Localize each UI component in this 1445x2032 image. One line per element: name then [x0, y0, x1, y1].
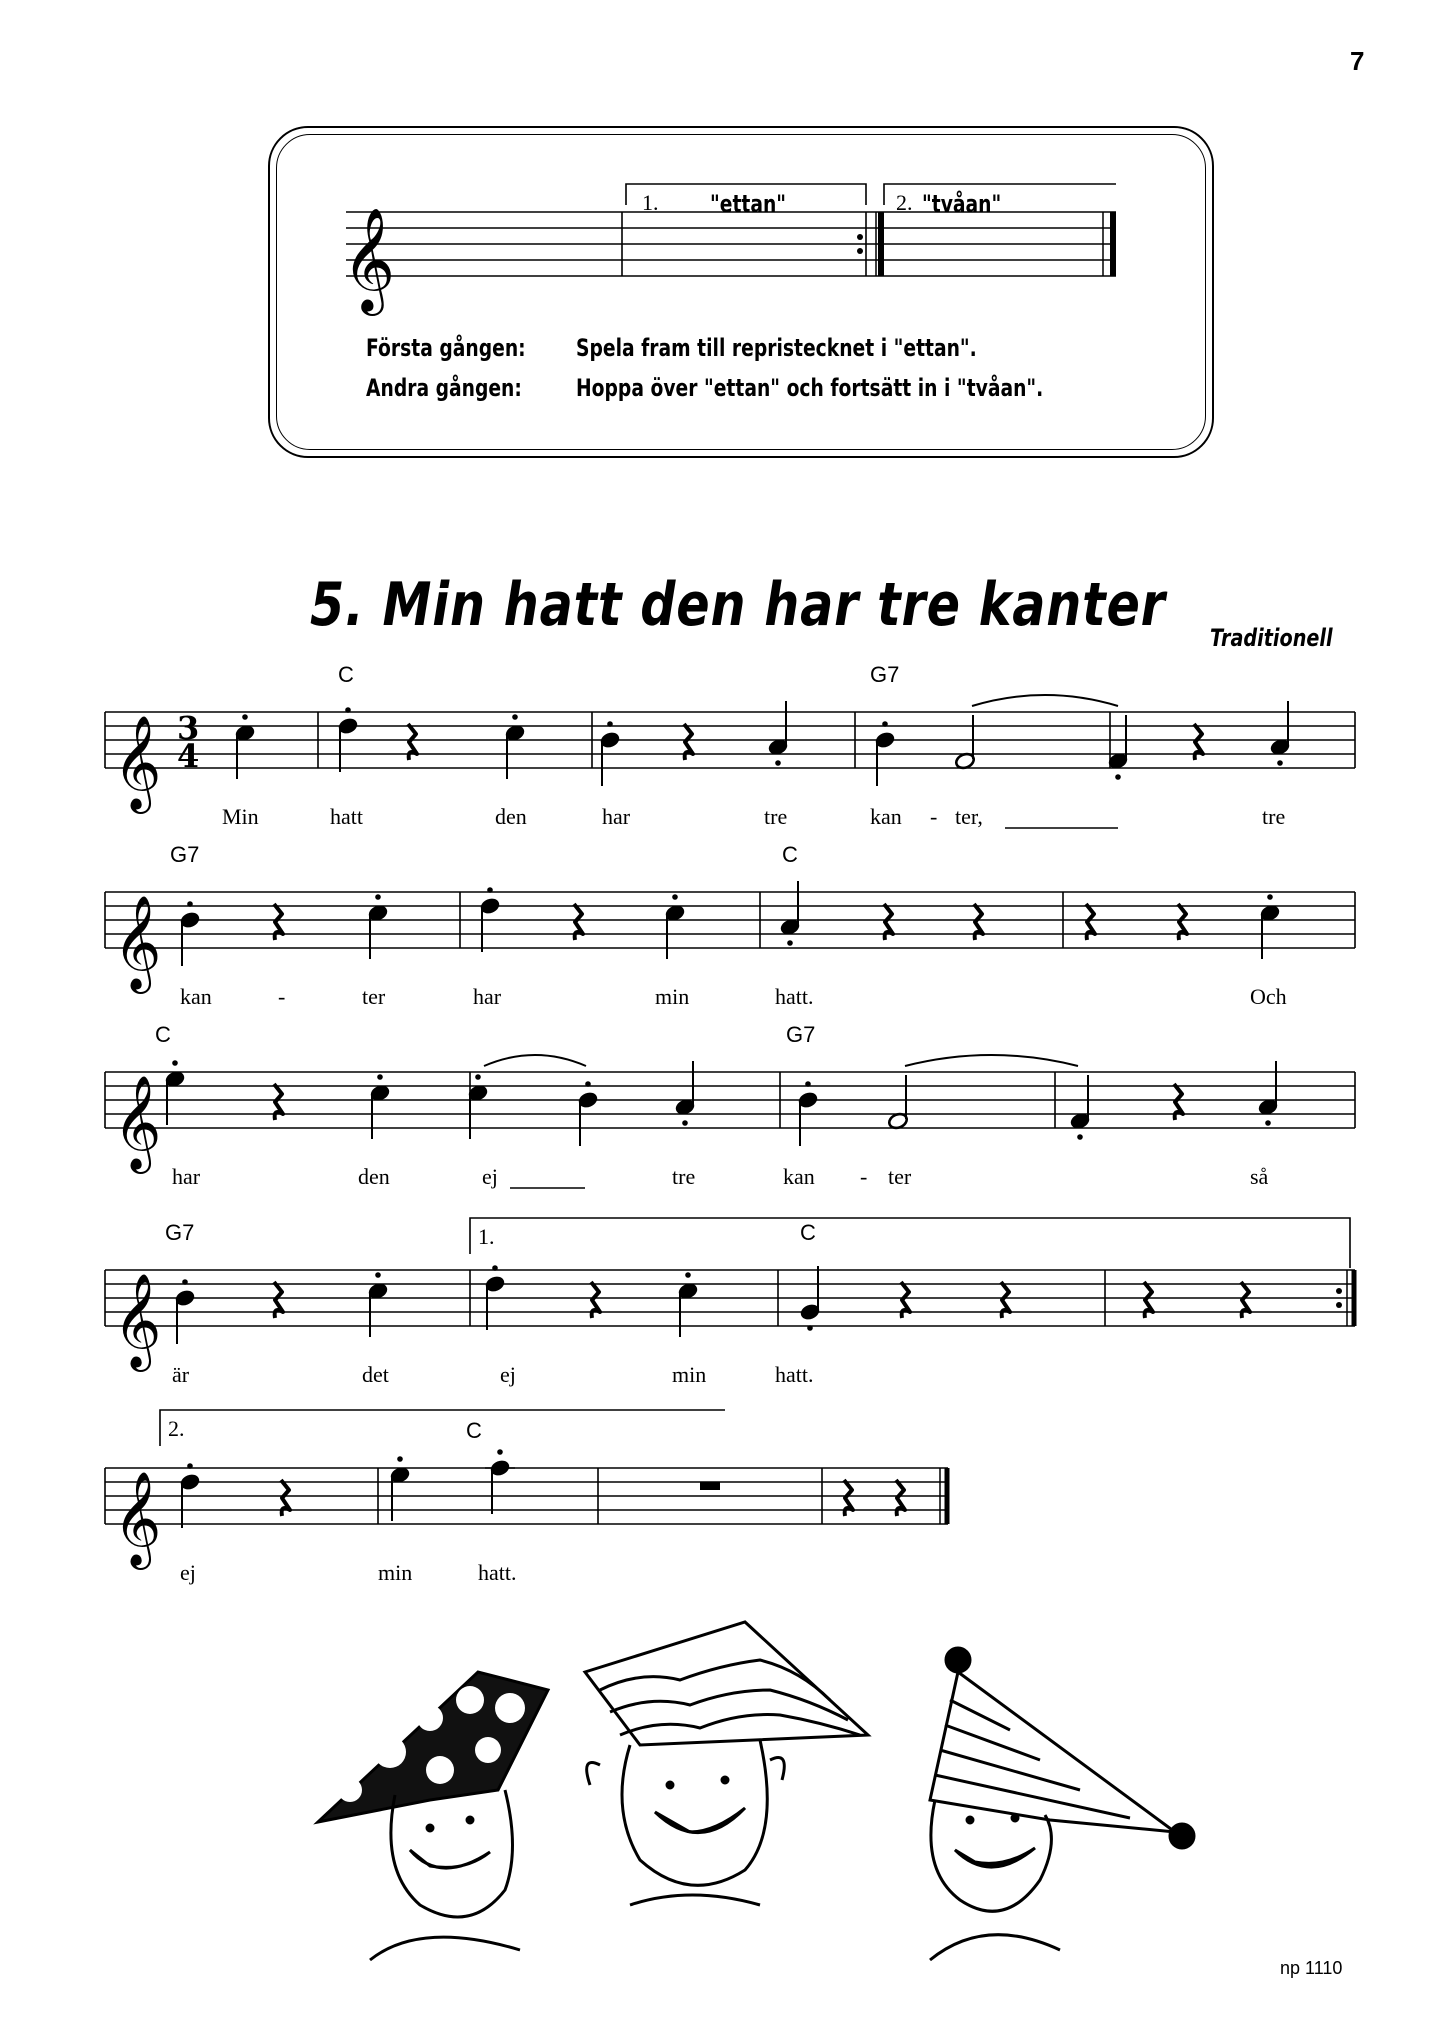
lyric-syllable: - [278, 984, 286, 1009]
lyric-syllable: har [172, 1164, 201, 1189]
chord-symbol: G7 [165, 1220, 195, 1245]
lyric-syllable: hatt. [775, 1362, 814, 1387]
lyric-syllable: det [362, 1362, 389, 1387]
lyric-syllable: ter, [955, 804, 983, 829]
lyric-syllable: ej [482, 1164, 498, 1189]
child-wave-pattern-hat-icon [585, 1622, 868, 1905]
info-ending2-name: "tvåan" [922, 190, 1002, 218]
lyric-syllable: så [1250, 1164, 1269, 1189]
chord-symbol: C [338, 662, 354, 687]
system-1-treble-clef: 𝄞 [113, 715, 162, 810]
system-3-treble-clef: 𝄞 [113, 1075, 162, 1170]
footer-code: np 1110 [1280, 1958, 1343, 1978]
lyric-syllable: ter [888, 1164, 912, 1189]
info-text-second: Hoppa över "ettan" och fortsätt in i "tvåan". [576, 374, 1044, 402]
lyric-syllable: är [172, 1362, 190, 1387]
lyric-syllable: ej [180, 1560, 196, 1585]
info-term-second: Andra gången: [366, 374, 522, 402]
info-term-first: Första gången: [366, 334, 526, 362]
chord-symbol: G7 [786, 1022, 816, 1047]
lyric-syllable: den [495, 804, 527, 829]
chord-symbol: G7 [170, 842, 200, 867]
child-polka-dot-hat-icon [318, 1672, 548, 1960]
lyric-syllable: - [860, 1164, 868, 1189]
lyric-syllable: min [655, 984, 690, 1009]
lyric-syllable: - [930, 804, 938, 829]
lyric-syllable: kan [180, 984, 212, 1009]
lyric-syllable: har [602, 804, 631, 829]
song-composer: Traditionell [1210, 624, 1333, 652]
chord-symbol: G7 [870, 662, 900, 687]
lyric-syllable: Min [222, 804, 259, 829]
page-number: 7 [1350, 46, 1365, 76]
lyric-syllable: har [473, 984, 502, 1009]
system-4-volta-label: 1. [478, 1224, 495, 1249]
time-signature-bottom: 4 [177, 737, 200, 775]
lyric-syllable: Och [1250, 984, 1287, 1009]
lyric-syllable: hatt. [775, 984, 814, 1009]
system-4-treble-clef: 𝄞 [113, 1273, 162, 1368]
lyric-syllable: min [378, 1560, 413, 1585]
lyric-syllable: kan [783, 1164, 815, 1189]
lyric-syllable: tre [672, 1164, 696, 1189]
svg-text:𝄞: 𝄞 [342, 207, 396, 312]
lyric-syllable: hatt. [478, 1560, 517, 1585]
time-signature-top: 3 [177, 709, 200, 747]
lyric-syllable: ej [500, 1362, 516, 1387]
lyric-syllable: kan [870, 804, 902, 829]
chord-symbol: C [800, 1220, 816, 1245]
info-ending1-label: 1. [642, 190, 659, 215]
lyric-syllable: min [672, 1362, 707, 1387]
lyric-syllable: den [358, 1164, 390, 1189]
lyric-syllable: tre [764, 804, 788, 829]
child-pom-pom-hat-icon [930, 1648, 1194, 1960]
chord-symbol: C [782, 842, 798, 867]
chord-symbol: C [155, 1022, 171, 1047]
lyric-syllable: hatt [330, 804, 363, 829]
system-5-volta-label: 2. [168, 1416, 185, 1441]
lyric-syllable: tre [1262, 804, 1286, 829]
system-5-treble-clef: 𝄞 [113, 1471, 162, 1566]
system-2-treble-clef: 𝄞 [113, 895, 162, 990]
info-text-first: Spela fram till repristecknet i "ettan". [576, 334, 977, 362]
info-ending2-label: 2. [896, 190, 913, 215]
lyric-syllable: ter [362, 984, 386, 1009]
info-ending1-name: "ettan" [710, 190, 787, 218]
chord-symbol: C [466, 1418, 482, 1443]
song-title: 5. Min hatt den har tre kanter [310, 570, 1166, 640]
